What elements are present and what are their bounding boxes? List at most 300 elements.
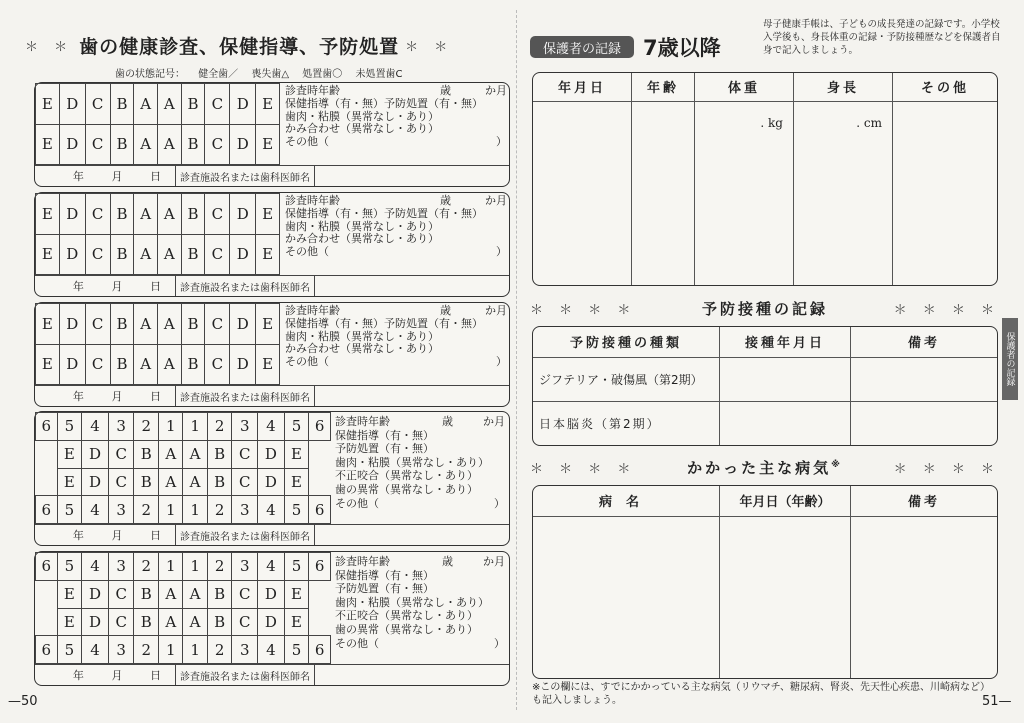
prevention-line: 予防処置（有・無） (335, 442, 434, 456)
col-other: その他 (893, 73, 998, 101)
tooth-cell[interactable]: 5 (284, 553, 309, 581)
year-label: 年 (72, 529, 84, 542)
tooth-cell[interactable]: A (134, 234, 158, 275)
tooth-cell[interactable]: B (207, 608, 232, 636)
col-vaccine-notes: 備考 (851, 327, 998, 357)
tooth-cell[interactable]: 1 (183, 496, 207, 524)
tooth-cell[interactable]: A (183, 440, 207, 468)
dental-record-block-4 (34, 411, 510, 546)
tooth-cell[interactable]: A (157, 304, 181, 345)
tooth-cell[interactable]: E (36, 124, 60, 165)
tooth-anomaly-line: 歯の異常（異常なし・あり） (335, 482, 478, 496)
tooth-cell[interactable]: B (207, 468, 232, 496)
section-side-tab: 保護者の記録 (1002, 318, 1018, 400)
lower-teeth-row (36, 124, 280, 165)
tooth-cell[interactable]: 1 (183, 636, 207, 664)
gums-line: 歯肉・粘膜（異常なし・あり） (335, 455, 489, 469)
vaccine-row-diphtheria: ジフテリア・破傷風（第2期） (533, 357, 720, 402)
upper-primary-row (36, 580, 331, 608)
tooth-cell[interactable]: D (230, 304, 256, 345)
facility-label: 診査施設名または歯科医師名 (175, 525, 315, 545)
tooth-cell[interactable]: A (159, 580, 183, 608)
page-title-right: 7歳以降 (643, 36, 721, 60)
tooth-cell[interactable]: A (183, 608, 207, 636)
malocclusion-line: 不正咬合（異常なし・あり） (335, 469, 478, 483)
tooth-cell[interactable]: E (256, 344, 280, 385)
facility-label: 診査施設名または歯科医師名 (175, 386, 315, 406)
month-label: 月 (111, 390, 123, 403)
upper-permanent-row (36, 553, 331, 581)
mixed-teeth-chart (35, 412, 331, 524)
decorative-stars-right: ＊ ＊ (405, 39, 454, 55)
tooth-cell[interactable]: C (85, 124, 110, 165)
tooth-cell[interactable]: B (110, 304, 134, 345)
exam-age-line (285, 305, 507, 318)
tooth-cell[interactable]: C (85, 344, 110, 385)
col-height: 身長 (794, 73, 893, 101)
col-illness-name: 病名 (533, 486, 720, 516)
record-footer (35, 275, 509, 296)
dental-record-block-3 (34, 302, 510, 407)
tooth-cell[interactable]: 2 (134, 413, 159, 441)
tooth-cell[interactable]: 5 (57, 413, 82, 441)
tooth-cell[interactable]: E (57, 608, 82, 636)
guidance-line: 保健指導（有・無）予防処置（有・無） (285, 206, 483, 220)
month-label: 月 (111, 280, 123, 293)
other-close: ） (496, 245, 507, 259)
tooth-cell[interactable]: 4 (258, 496, 285, 524)
tooth-cell[interactable]: D (258, 580, 285, 608)
tooth-cell[interactable]: 1 (159, 553, 183, 581)
illness-footnote: ※この欄には、すでにかかっている主な病気（リウマチ、糖尿病、腎炎、先天性心疾患、川崎病など）も記入しましょう。 (532, 682, 990, 706)
tooth-cell[interactable]: 3 (232, 553, 258, 581)
tooth-cell[interactable]: B (110, 84, 134, 125)
primary-teeth-chart (35, 193, 280, 275)
tooth-cell[interactable]: 3 (108, 553, 134, 581)
tooth-cell[interactable]: C (232, 468, 258, 496)
tooth-cell[interactable]: 5 (57, 496, 82, 524)
tooth-cell[interactable]: D (59, 304, 85, 345)
tooth-cell[interactable]: D (230, 84, 256, 125)
tooth-cell[interactable]: 3 (232, 413, 258, 441)
day-label: 日 (150, 390, 162, 403)
tooth-cell[interactable]: B (207, 440, 232, 468)
tooth-cell[interactable]: 6 (36, 553, 58, 581)
tooth-cell[interactable]: 4 (82, 413, 109, 441)
upper-primary-row (36, 440, 331, 468)
age-unit: 歳 (440, 84, 451, 97)
tooth-cell[interactable]: B (181, 194, 205, 235)
age-label: 診査時年齢 (335, 415, 390, 428)
tooth-cell[interactable]: A (157, 84, 181, 125)
lower-teeth-row (36, 344, 280, 385)
tooth-cell[interactable]: 6 (309, 496, 331, 524)
lower-primary-row (36, 468, 331, 496)
primary-teeth-chart (35, 303, 280, 385)
tooth-cell[interactable]: C (108, 580, 134, 608)
tooth-cell[interactable]: 2 (207, 496, 232, 524)
month-unit: か月 (485, 304, 507, 317)
tooth-cell[interactable]: D (82, 580, 109, 608)
tooth-cell[interactable]: E (256, 124, 280, 165)
tooth-cell[interactable]: 1 (159, 496, 183, 524)
tooth-cell[interactable]: D (59, 84, 85, 125)
mixed-teeth-chart (35, 552, 331, 664)
tooth-cell[interactable]: 2 (134, 496, 159, 524)
tooth-cell[interactable]: C (205, 194, 230, 235)
age-label: 診査時年齢 (335, 555, 390, 568)
tooth-cell[interactable]: E (57, 580, 82, 608)
record-footer (35, 385, 509, 406)
day-label: 日 (150, 280, 162, 293)
tooth-cell[interactable]: 5 (284, 496, 309, 524)
tooth-cell[interactable]: 5 (57, 636, 82, 664)
growth-record-table (532, 72, 998, 286)
tooth-cell[interactable]: 6 (36, 413, 58, 441)
month-label: 月 (111, 529, 123, 542)
tooth-cell[interactable]: A (134, 344, 158, 385)
tooth-cell[interactable]: B (181, 124, 205, 165)
tooth-cell[interactable]: A (134, 194, 158, 235)
tooth-cell[interactable]: E (284, 440, 309, 468)
tooth-cell[interactable]: A (134, 124, 158, 165)
tooth-cell[interactable]: D (258, 468, 285, 496)
tooth-cell[interactable]: E (36, 304, 60, 345)
tooth-cell[interactable]: A (159, 608, 183, 636)
tooth-status-legend (115, 65, 412, 80)
tooth-cell[interactable]: A (159, 440, 183, 468)
year-label: 年 (72, 669, 84, 682)
year-label: 年 (72, 170, 84, 183)
age-label: 診査時年齢 (285, 84, 340, 97)
illness-title: かかった主な病気※ (687, 459, 843, 477)
other-label: その他（ (285, 355, 329, 369)
lower-teeth-row (36, 234, 280, 275)
dental-record-block-1 (34, 82, 510, 187)
other-label: その他（ (285, 245, 329, 259)
age-unit: 歳 (442, 555, 453, 568)
col-age: 年齢 (632, 73, 695, 101)
col-illness-notes: 備考 (851, 486, 998, 516)
tooth-cell[interactable]: 4 (82, 496, 109, 524)
record-footer (35, 165, 509, 186)
tooth-cell[interactable]: D (230, 234, 256, 275)
exam-details (285, 305, 507, 369)
legend-untreated: 未処置歯C (355, 69, 403, 80)
tooth-cell[interactable]: 5 (57, 553, 82, 581)
col-date: 年月日 (533, 73, 632, 101)
tooth-cell[interactable]: C (85, 84, 110, 125)
height-unit: . cm (794, 101, 893, 285)
tooth-cell[interactable]: C (205, 234, 230, 275)
tooth-cell[interactable]: B (134, 440, 159, 468)
bite-line: かみ合わせ（異常なし・あり） (285, 122, 439, 136)
tooth-cell[interactable]: C (108, 608, 134, 636)
tooth-cell[interactable]: E (256, 84, 280, 125)
tooth-cell[interactable]: 2 (207, 553, 232, 581)
tooth-cell[interactable]: E (36, 344, 60, 385)
illness-section-header: ＊ ＊ ＊ ＊ かかった主な病気※ ＊ ＊ ＊ ＊ (530, 459, 1000, 477)
vaccination-table (532, 326, 998, 446)
exam-details (285, 195, 507, 259)
primary-teeth-chart (35, 83, 280, 165)
other-label: その他（ (335, 496, 379, 510)
tooth-cell[interactable]: A (157, 194, 181, 235)
exam-details (285, 85, 507, 149)
month-unit: か月 (483, 415, 505, 428)
exam-date[interactable] (35, 388, 175, 404)
facility-label: 診査施設名または歯科医師名 (175, 166, 315, 186)
tooth-cell[interactable]: A (134, 84, 158, 125)
tooth-cell[interactable]: 2 (207, 636, 232, 664)
tooth-cell[interactable]: 5 (284, 636, 309, 664)
tooth-cell[interactable]: 6 (36, 496, 58, 524)
tooth-cell[interactable]: 4 (82, 553, 109, 581)
page-title: 歯の健康診査、保健指導、予防処置 (79, 35, 400, 58)
month-unit: か月 (485, 194, 507, 207)
tooth-cell[interactable]: A (159, 468, 183, 496)
tooth-cell[interactable]: 1 (159, 636, 183, 664)
exam-age-line (285, 85, 507, 98)
exam-date[interactable] (35, 168, 175, 184)
age-unit: 歳 (440, 304, 451, 317)
tooth-cell[interactable]: 2 (207, 413, 232, 441)
tooth-cell[interactable]: B (134, 468, 159, 496)
tooth-cell[interactable]: 6 (36, 636, 58, 664)
legend-treated: 処置歯〇 (302, 69, 343, 80)
tooth-cell[interactable]: A (157, 234, 181, 275)
other-line (285, 356, 507, 369)
dental-record-block-2 (34, 192, 510, 297)
exam-date[interactable] (35, 667, 175, 683)
record-footer (35, 524, 509, 545)
tooth-cell[interactable]: 6 (309, 636, 331, 664)
tooth-cell[interactable]: D (59, 124, 85, 165)
dental-record-block-5 (34, 551, 510, 686)
tooth-cell[interactable]: C (232, 440, 258, 468)
tooth-cell[interactable]: 3 (232, 496, 258, 524)
left-page-header (25, 32, 520, 58)
tooth-cell[interactable]: B (134, 608, 159, 636)
tooth-cell[interactable]: D (59, 234, 85, 275)
exam-details (335, 555, 505, 650)
other-close: ） (494, 636, 505, 650)
exam-age-line (285, 195, 507, 208)
tooth-cell[interactable]: C (85, 194, 110, 235)
tooth-cell[interactable]: D (258, 440, 285, 468)
tooth-cell[interactable]: 1 (183, 553, 207, 581)
tooth-cell[interactable]: 6 (309, 553, 331, 581)
vaccine-row-encephalitis: 日本脳炎（第2期） (533, 402, 720, 445)
tooth-cell[interactable]: B (110, 234, 134, 275)
guardian-record-badge: 保護者の記録 (530, 36, 634, 58)
tooth-cell[interactable]: C (108, 440, 134, 468)
other-line (285, 246, 507, 259)
tooth-cell[interactable]: C (205, 124, 230, 165)
tooth-cell[interactable]: 3 (108, 496, 134, 524)
col-vaccine-type: 予防接種の種類 (533, 327, 720, 357)
month-unit: か月 (483, 555, 505, 568)
intro-note: 母子健康手帳は、子どもの成長発達の記録です。小学校入学後も、身長体重の記録・予防接種歴などを保護者自身で記入しましょう。 (763, 19, 1001, 56)
tooth-cell[interactable]: 6 (309, 413, 331, 441)
page-number-right: 51— (982, 694, 1012, 709)
illness-table (532, 485, 998, 679)
tooth-cell[interactable]: E (36, 84, 60, 125)
tooth-cell[interactable]: C (85, 304, 110, 345)
tooth-cell[interactable]: D (59, 194, 85, 235)
tooth-cell[interactable]: B (181, 344, 205, 385)
tooth-cell[interactable]: 2 (134, 636, 159, 664)
tooth-cell[interactable]: 4 (82, 636, 109, 664)
exam-date[interactable] (35, 527, 175, 543)
col-vaccine-date: 接種年月日 (720, 327, 851, 357)
tooth-cell[interactable]: 4 (258, 553, 285, 581)
guidance-line: 保健指導（有・無） (335, 568, 434, 582)
tooth-cell[interactable]: E (256, 304, 280, 345)
tooth-cell[interactable]: 3 (108, 636, 134, 664)
tooth-cell[interactable]: 5 (284, 413, 309, 441)
tooth-cell[interactable]: B (207, 580, 232, 608)
tooth-cell[interactable]: 4 (258, 636, 285, 664)
year-label: 年 (72, 280, 84, 293)
other-close: ） (496, 135, 507, 149)
col-illness-date: 年月日（年齢） (720, 486, 851, 516)
month-label: 月 (111, 669, 123, 682)
exam-details (335, 415, 505, 510)
record-footer (35, 664, 509, 685)
tooth-cell[interactable]: D (230, 194, 256, 235)
tooth-cell[interactable]: B (110, 124, 134, 165)
month-unit: か月 (485, 84, 507, 97)
col-weight: 体重 (695, 73, 794, 101)
page-divider (516, 10, 517, 710)
tooth-cell[interactable]: D (82, 468, 109, 496)
upper-teeth-row (36, 84, 280, 125)
weight-unit: . kg (695, 101, 794, 285)
tooth-cell[interactable]: E (36, 194, 60, 235)
other-close: ） (494, 496, 505, 510)
age-label: 診査時年齢 (285, 304, 340, 317)
tooth-cell[interactable]: 3 (108, 413, 134, 441)
legend-missing: 喪失歯△ (251, 69, 290, 80)
other-line (335, 637, 505, 651)
day-label: 日 (150, 170, 162, 183)
tooth-cell[interactable]: 1 (183, 413, 207, 441)
tooth-cell[interactable]: 3 (232, 636, 258, 664)
tooth-cell[interactable]: E (256, 194, 280, 235)
tooth-cell[interactable]: A (157, 344, 181, 385)
facility-label: 診査施設名または歯科医師名 (175, 276, 315, 296)
gums-line: 歯肉・粘膜（異常なし・あり） (335, 595, 489, 609)
month-label: 月 (111, 170, 123, 183)
tooth-cell[interactable]: E (284, 468, 309, 496)
tooth-cell[interactable]: B (181, 84, 205, 125)
other-label: その他（ (335, 636, 379, 650)
tooth-cell[interactable]: 2 (134, 553, 159, 581)
vaccination-section-header: ＊ ＊ ＊ ＊ 予防接種の記録 ＊ ＊ ＊ ＊ (530, 300, 1000, 318)
bite-line: かみ合わせ（異常なし・あり） (285, 342, 439, 356)
tooth-cell[interactable]: C (232, 580, 258, 608)
day-label: 日 (150, 669, 162, 682)
other-label: その他（ (285, 135, 329, 149)
other-close: ） (496, 355, 507, 369)
tooth-cell[interactable]: A (183, 468, 207, 496)
tooth-cell[interactable]: A (157, 124, 181, 165)
gums-line: 歯肉・粘膜（異常なし・あり） (285, 329, 439, 343)
tooth-cell[interactable]: D (82, 440, 109, 468)
tooth-cell[interactable]: E (284, 608, 309, 636)
tooth-cell[interactable]: C (205, 344, 230, 385)
tooth-cell[interactable]: E (284, 580, 309, 608)
gums-line: 歯肉・粘膜（異常なし・あり） (285, 219, 439, 233)
age-unit: 歳 (440, 194, 451, 207)
tooth-cell[interactable]: B (110, 344, 134, 385)
tooth-cell[interactable]: E (57, 468, 82, 496)
facility-label: 診査施設名または歯科医師名 (175, 665, 315, 685)
tooth-cell[interactable]: B (134, 580, 159, 608)
legend-label: 歯の状態記号： (115, 69, 185, 80)
age-unit: 歳 (442, 415, 453, 428)
guidance-line: 保健指導（有・無）予防処置（有・無） (285, 96, 483, 110)
other-line (285, 136, 507, 149)
upper-teeth-row (36, 304, 280, 345)
tooth-cell[interactable]: E (57, 440, 82, 468)
tooth-cell[interactable]: 1 (159, 413, 183, 441)
lower-primary-row (36, 608, 331, 636)
upper-teeth-row (36, 194, 280, 235)
tooth-cell[interactable]: D (230, 124, 256, 165)
exam-date[interactable] (35, 278, 175, 294)
decorative-stars-left: ＊ ＊ (25, 39, 74, 55)
tooth-cell[interactable]: C (232, 608, 258, 636)
tooth-anomaly-line: 歯の異常（異常なし・あり） (335, 622, 478, 636)
tooth-cell[interactable]: B (110, 194, 134, 235)
tooth-cell[interactable]: 4 (258, 413, 285, 441)
year-label: 年 (72, 390, 84, 403)
tooth-cell[interactable]: E (36, 234, 60, 275)
vaccination-title: 予防接種の記録 (701, 300, 828, 318)
tooth-cell[interactable]: A (183, 580, 207, 608)
age-label: 診査時年齢 (285, 194, 340, 207)
exam-age-line (335, 415, 505, 429)
tooth-cell[interactable]: B (181, 304, 205, 345)
tooth-cell[interactable]: A (134, 304, 158, 345)
tooth-cell[interactable]: C (205, 84, 230, 125)
tooth-cell[interactable]: C (85, 234, 110, 275)
legend-healthy: 健全歯／ (198, 69, 239, 80)
lower-permanent-row (36, 496, 331, 524)
tooth-cell[interactable]: D (82, 608, 109, 636)
page-number-left: —50 (8, 694, 38, 709)
tooth-cell[interactable]: B (181, 234, 205, 275)
exam-age-line (335, 555, 505, 569)
gums-line: 歯肉・粘膜（異常なし・あり） (285, 109, 439, 123)
tooth-cell[interactable]: E (256, 234, 280, 275)
day-label: 日 (150, 529, 162, 542)
other-line (335, 497, 505, 511)
guidance-line: 保健指導（有・無）予防処置（有・無） (285, 316, 483, 330)
guidance-line: 保健指導（有・無） (335, 428, 434, 442)
tooth-cell[interactable]: D (258, 608, 285, 636)
tooth-cell[interactable]: D (230, 344, 256, 385)
tooth-cell[interactable]: C (108, 468, 134, 496)
tooth-cell[interactable]: D (59, 344, 85, 385)
upper-permanent-row (36, 413, 331, 441)
bite-line: かみ合わせ（異常なし・あり） (285, 232, 439, 246)
tooth-cell[interactable]: C (205, 304, 230, 345)
lower-permanent-row (36, 636, 331, 664)
prevention-line: 予防処置（有・無） (335, 582, 434, 596)
